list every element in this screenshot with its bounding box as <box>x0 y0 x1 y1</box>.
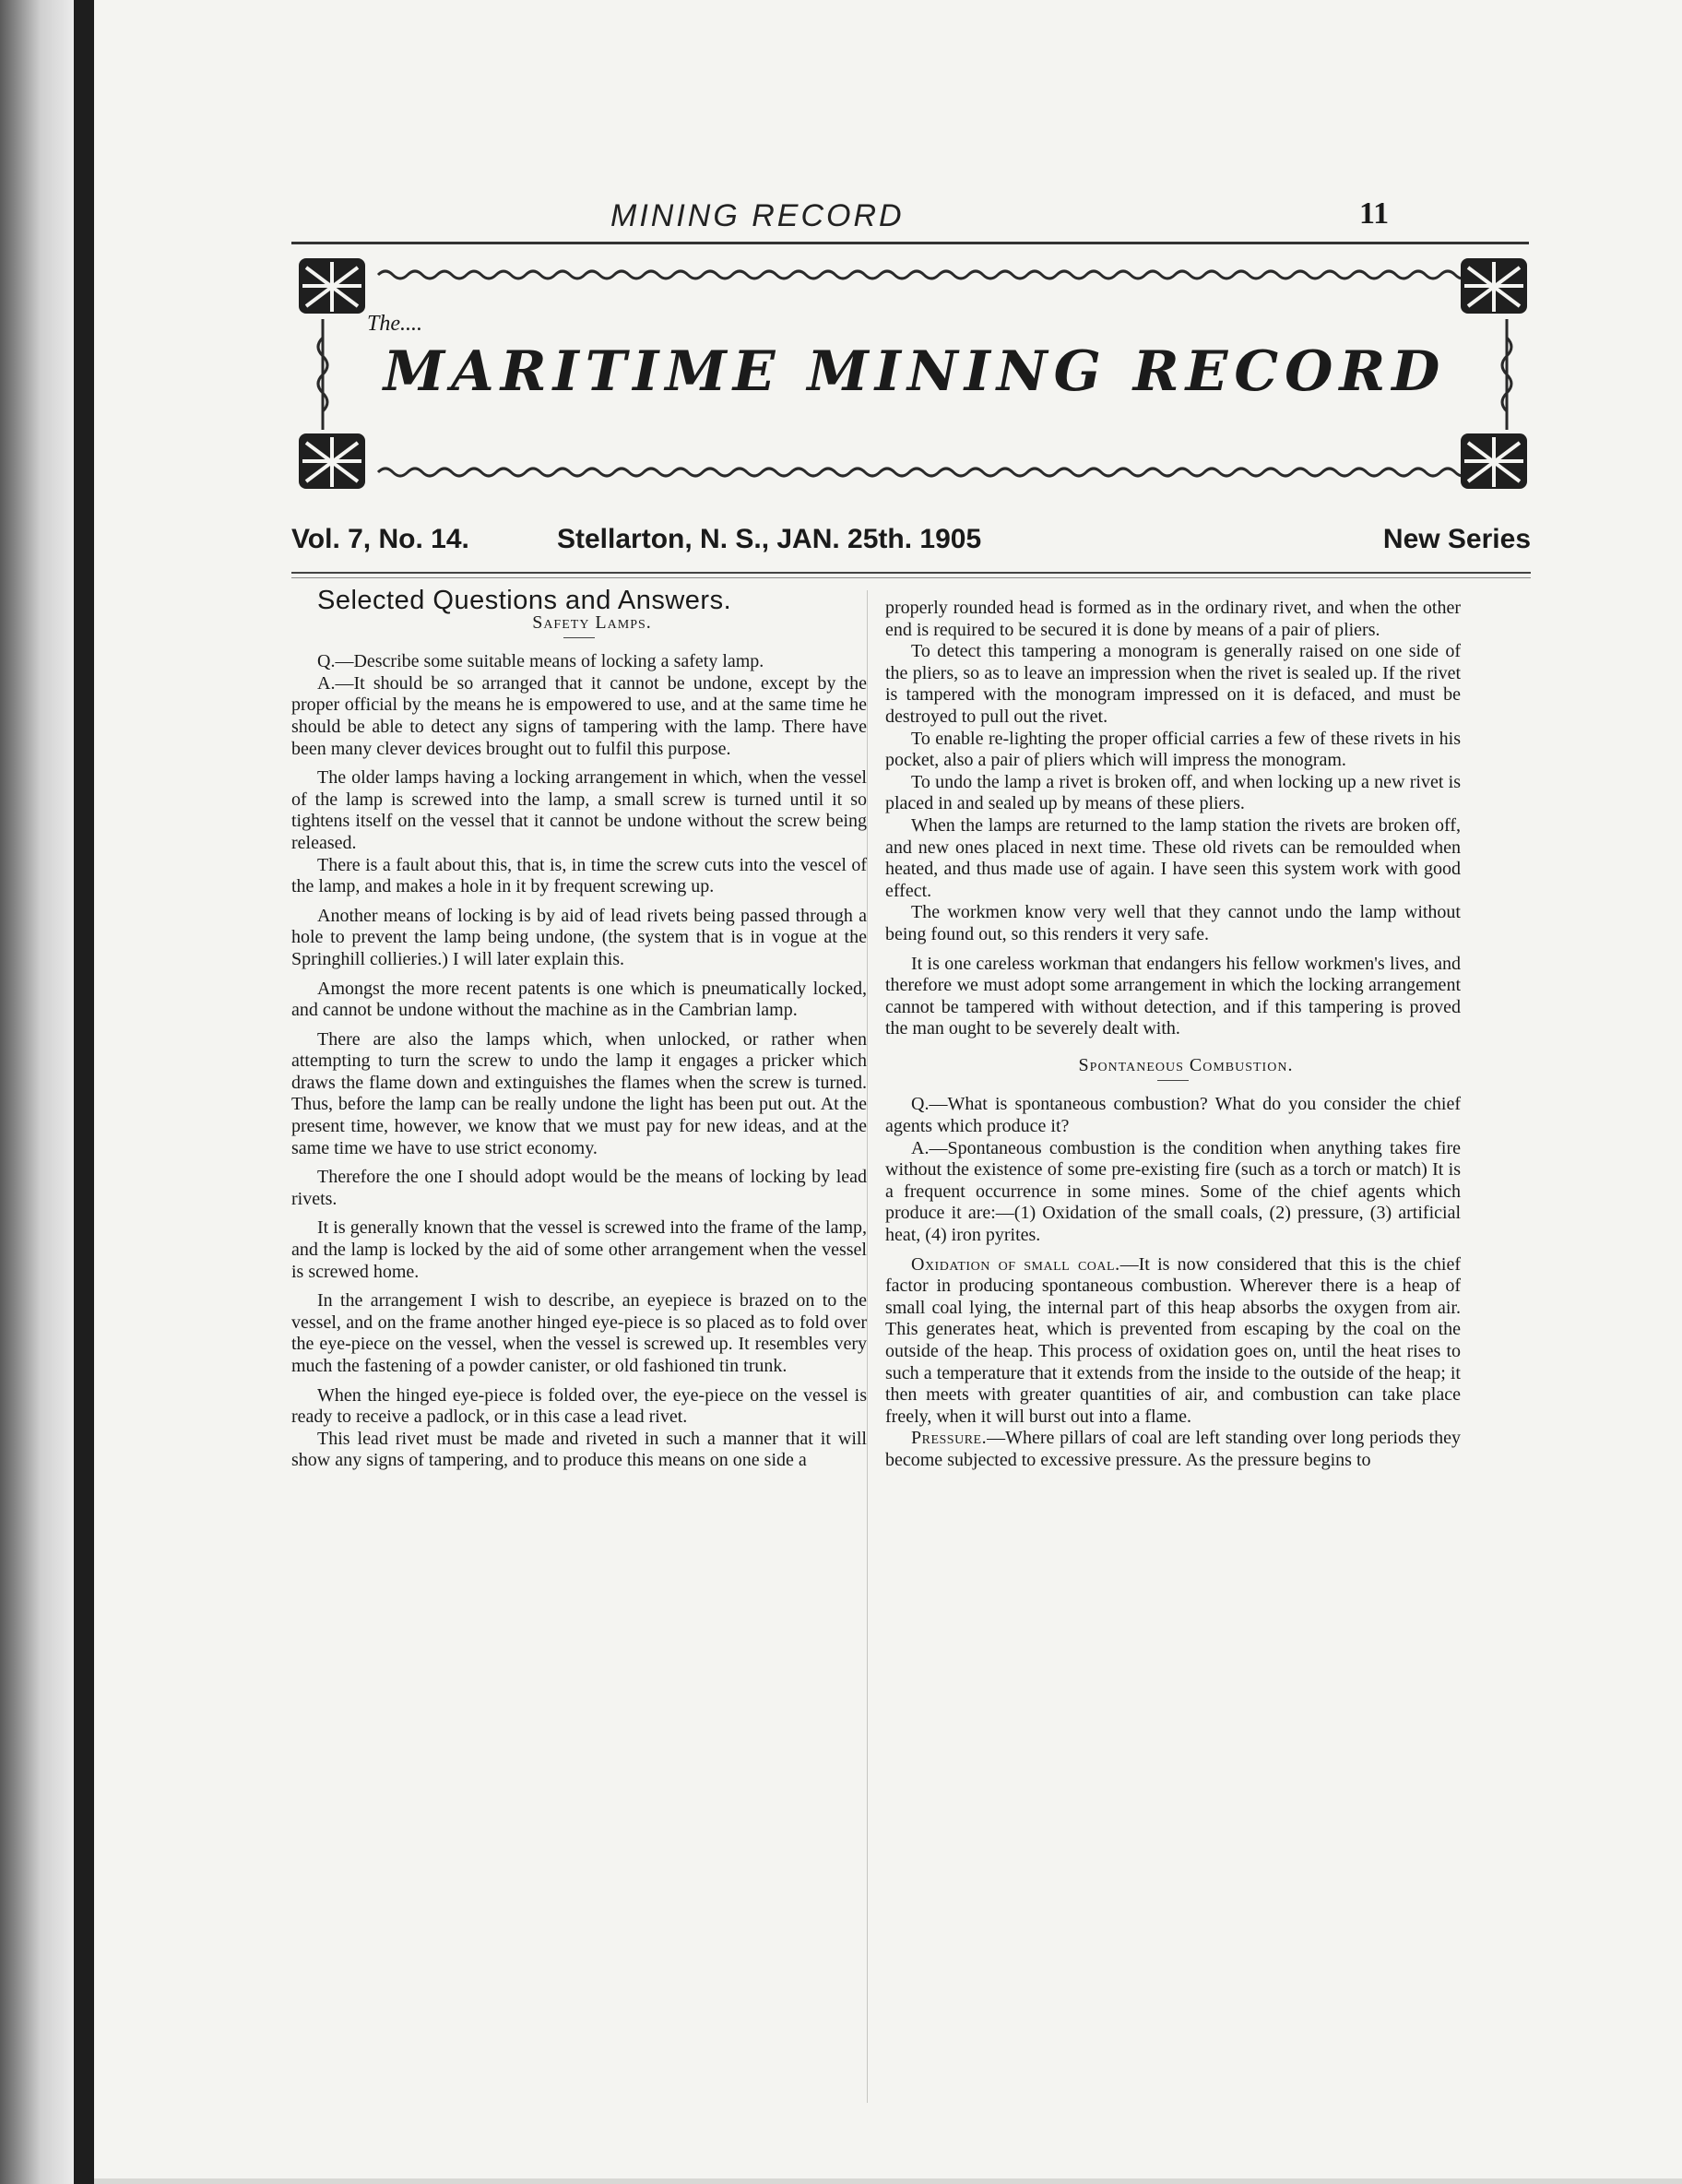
document-page <box>94 0 1682 2184</box>
paragraph: It is one careless workman that endangers his fellow workmen's lives, and therefore we must adopt some arrangement in which the locking arrangement cannot be tampered with without detection, and if this tampering is proved the man ought to be severely dealt with. <box>885 953 1461 1039</box>
section-rule <box>563 637 595 638</box>
paragraph: Amongst the more recent patents is one which is pneumatically locked, and cannot be undone without the machine as in the Cambrian lamp. <box>291 978 867 1021</box>
paragraph: There are also the lamps which, when unlocked, or rather when attempting to turn the screw to undo the lamp it engages a pricker which draws the flame down and extinguishes the flames when the screw is turned. Thus, before the lamp can be really undone the light has been put out. At the present time, however, we know that we must pay for new ideas, and at the same time we have to use strict economy. <box>291 1028 867 1158</box>
issue-rule-thin <box>291 577 1531 578</box>
paragraph: properly rounded head is formed as in the ordinary rivet, and when the other end is required to be secured it is done by means of a pair of pliers. <box>885 598 1461 640</box>
paragraph: The older lamps having a locking arrangement in which, when the vessel of the lamp is screwed into the lamp, a small screw is turned until it so tightens itself on the vessel that it cannot be undone without the screw being released. <box>291 767 867 853</box>
section-head-safety-lamps: Safety Lamps. <box>532 611 652 633</box>
paragraph: It is generally known that the vessel is screwed into the frame of the lamp, and the lamp is locked by the aid of some other arrangement when the vessel is screwed home. <box>291 1217 867 1282</box>
page-bottom-edge <box>94 2178 1682 2184</box>
page-number: 11 <box>1359 196 1390 231</box>
running-head: MINING RECORD <box>610 198 905 233</box>
paragraph-oxidation <box>885 1254 1461 1429</box>
section-rule <box>1157 1080 1189 1081</box>
adjacent-page-edge <box>0 0 74 2184</box>
issue-rule <box>291 572 1531 574</box>
volume-number: Vol. 7, No. 14. <box>291 524 469 554</box>
column-rule <box>867 590 868 2103</box>
paragraph: Therefore the one I should adopt would be the means of locking by lead rivets. <box>291 1167 867 1209</box>
run-in-head-oxidation: Oxidation of small coal. <box>911 1253 1120 1275</box>
paragraph: In the arrangement I wish to describe, an eyepiece is brazed on to the vessel, and on the frame another hinged eye-piece is so placed as to fold over the eye-piece on the vessel, when the vessel is screwed up. It resembles very much the fastening of a powder canister, or old fashioned tin trunk. <box>291 1290 867 1376</box>
paragraph-text: —It is now considered that this is the chief factor in producing spontaneous combustion. Wherever there is a heap of small coal lying, the internal part of this heap absorbs the oxygen from air. This generates heat, which is prevented from escaping by the coal on the outside of the heap. This process of oxidation goes on, until the heat rises to such a temperature that it extends from the inside to the outside of the heap; it then meets with greater quantities of air, and combustion can take place freely, when it will burst out into a flame. <box>885 1253 1462 1427</box>
paragraph: When the lamps are returned to the lamp station the rivets are broken off, and new ones placed in next time. These old rivets can be remoulded when heated, and thus made use of again. I have seen this system work with good effect. <box>885 814 1461 901</box>
paragraph: When the hinged eye-piece is folded over, the eye-piece on the vessel is ready to receive a padlock, or in this case a lead rivet. <box>291 1384 867 1428</box>
left-column <box>291 586 867 1472</box>
article-title: Selected Questions and Answers. <box>317 586 732 615</box>
masthead-title: MARITIME MINING RECORD <box>383 339 1447 404</box>
paragraph: There is a fault about this, that is, in time the screw cuts into the vescel of the lamp, and makes a hole in it by frequent screwing up. <box>291 854 867 897</box>
paragraph-text: —Where pillars of coal are left standing over long periods they become subjected to excessive pressure. As the pressure begins to <box>885 1428 1461 1470</box>
series-label: New Series <box>1382 524 1531 554</box>
header-rule <box>291 242 1529 244</box>
paragraph: To undo the lamp a rivet is broken off, and when locking up a new rivet is placed in and sealed up by means of these pliers. <box>885 771 1461 814</box>
masthead <box>295 255 1531 494</box>
section-head-spontaneous-combustion: Spontaneous Combustion. <box>1078 1054 1294 1075</box>
book-gutter <box>74 0 94 2184</box>
paragraph: The workmen know very well that they cannot undo the lamp without being found out, so this renders it very safe. <box>885 902 1461 944</box>
paragraph-pressure <box>885 1428 1461 1471</box>
place-date: Stellarton, N. S., JAN. 25th. 1905 <box>557 524 982 554</box>
paragraph: To enable re-lighting the proper official carries a few of these rivets in his pocket, also a pair of pliers which will impress the monogram. <box>885 728 1461 771</box>
paragraph: Another means of locking is by aid of lead rivets being passed through a hole to prevent the lamp being undone, (the system that is in vogue at the Springhill collieries.) I will later explain this. <box>291 905 867 969</box>
masthead-the: The.... <box>367 312 422 336</box>
paragraph: This lead rivet must be made and riveted in such a manner that it will show any signs of tampering, and to produce this means on one side a <box>291 1428 867 1471</box>
right-column <box>885 598 1461 1472</box>
paragraph: Q.—What is spontaneous combustion? What do you consider the chief agents which produce it? <box>885 1094 1461 1137</box>
paragraph: To detect this tampering a monogram is generally raised on one side of the pliers, so as to leave an impression when the rivet is sealed up. If the rivet is tampered with the monogram impressed on it is defaced, and must be destroyed to pull out the rivet. <box>885 641 1461 727</box>
run-in-head-pressure: Pressure. <box>911 1428 988 1449</box>
paragraph: A.—Spontaneous combustion is the condition when anything takes fire without the existence of some pre-existing fire (such as a torch or match) It is a frequent occurrence in some mines. Some of the chief agents which produce it are:—(1) Oxidation of the small coals, (2) pressure, (3) artificial heat, (4) iron pyrites. <box>885 1137 1461 1246</box>
paragraph: Q.—Describe some suitable means of locking a safety lamp. <box>317 651 764 672</box>
paragraph: A.—It should be so arranged that it cannot be undone, except by the proper official by the means he is empowered to use, and at the same time he should be able to detect any signs of tampering with the lamp. There have been many clever devices brought out to fulfil this purpose. <box>291 672 867 759</box>
